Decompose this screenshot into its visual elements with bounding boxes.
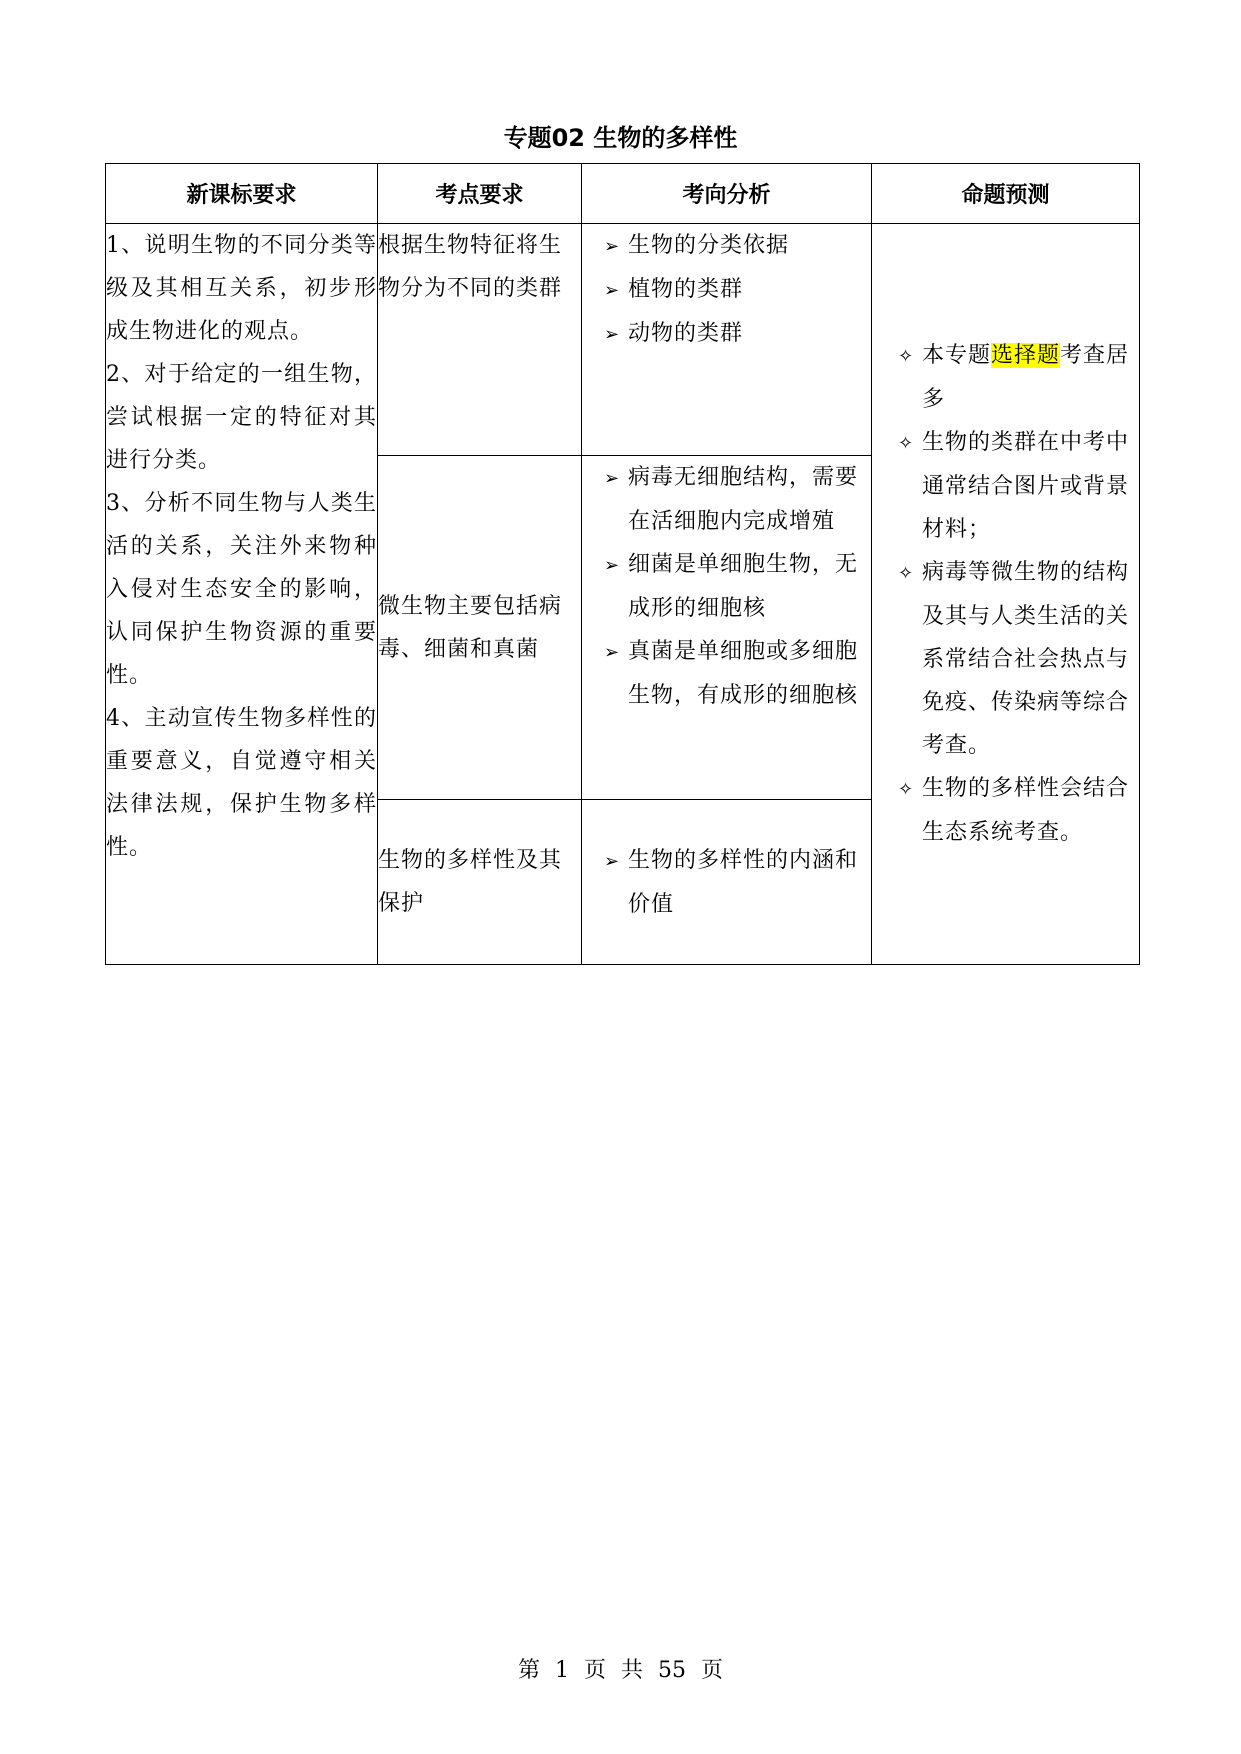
page-footer: 第 1 页 共 55 页: [518, 1658, 723, 1683]
exam-point-text: 生物的多样性及其保护: [378, 848, 563, 916]
prediction-item: ✧ 病毒等微生物的结构及其与人类生活的关系常结合社会热点与免疫、传染病等综合考查。: [872, 551, 1139, 767]
analysis-item: ➢ 生物的多样性的内涵和价值: [582, 839, 871, 926]
analysis-cell: [582, 224, 872, 456]
analysis-item: ➢ 植物的类群: [582, 268, 871, 312]
arrow-bullet-icon: ➢: [604, 555, 621, 576]
exam-point-text: 微生物主要包括病毒、细菌和真菌: [378, 593, 563, 662]
table-header-row: [106, 164, 1140, 224]
header-exam-points: 考点要求: [378, 164, 582, 224]
curriculum-item: 3、分析不同生物与人类生活的关系，关注外来物种入侵对生态安全的影响，认同保护生物资源的重要性。: [106, 491, 377, 688]
arrow-bullet-icon: ➢: [604, 280, 621, 301]
arrow-bullet-icon: ➢: [604, 850, 621, 872]
exam-point-cell: [378, 456, 582, 800]
curriculum-cell: [106, 224, 378, 965]
prediction-item: ✧ 生物的多样性会结合生态系统考查。: [872, 767, 1139, 854]
exam-point-text: 根据生物特征将生物分为不同的类群: [378, 233, 563, 301]
exam-point-cell: [378, 800, 582, 965]
highlighted-text: 选择题: [991, 343, 1061, 368]
star-bullet-icon: ✧: [898, 346, 915, 367]
exam-point-cell: [378, 224, 582, 456]
table-row: [106, 224, 1140, 456]
prediction-cell: [872, 224, 1140, 965]
curriculum-item: 4、主动宣传生物多样性的重要意义，自觉遵守相关法律法规，保护生物多样性。: [106, 706, 377, 860]
analysis-item: ➢ 真菌是单细胞或多细胞生物，有成形的细胞核: [582, 630, 871, 717]
star-bullet-icon: ✧: [898, 563, 915, 584]
analysis-item: ➢ 细菌是单细胞生物，无成形的细胞核: [582, 543, 871, 630]
analysis-cell: [582, 456, 872, 800]
analysis-item: ➢ 病毒无细胞结构，需要在活细胞内完成增殖: [582, 456, 871, 543]
header-analysis: 考向分析: [582, 164, 872, 224]
analysis-cell: [582, 800, 872, 965]
arrow-bullet-icon: ➢: [604, 468, 621, 489]
star-bullet-icon: ✧: [898, 433, 915, 454]
curriculum-item: 2、对于给定的一组生物，尝试根据一定的特征对其进行分类。: [106, 362, 377, 473]
analysis-item: ➢ 动物的类群: [582, 312, 871, 356]
prediction-item: ✧ 生物的类群在中考中通常结合图片或背景材料；: [872, 421, 1139, 551]
requirements-table: [105, 163, 1140, 965]
analysis-item: ➢ 生物的分类依据: [582, 224, 871, 268]
arrow-bullet-icon: ➢: [604, 236, 621, 257]
curriculum-item: 1、说明生物的不同分类等级及其相互关系，初步形成生物进化的观点。: [106, 233, 377, 344]
star-bullet-icon: ✧: [898, 779, 915, 800]
arrow-bullet-icon: ➢: [604, 324, 621, 345]
arrow-bullet-icon: ➢: [604, 642, 621, 663]
header-curriculum: 新课标要求: [106, 164, 378, 224]
prediction-item: ✧ 本专题选择题考查居多: [872, 334, 1139, 421]
header-prediction: 命题预测: [872, 164, 1140, 224]
page-title: 专题02 生物的多样性: [503, 124, 738, 152]
